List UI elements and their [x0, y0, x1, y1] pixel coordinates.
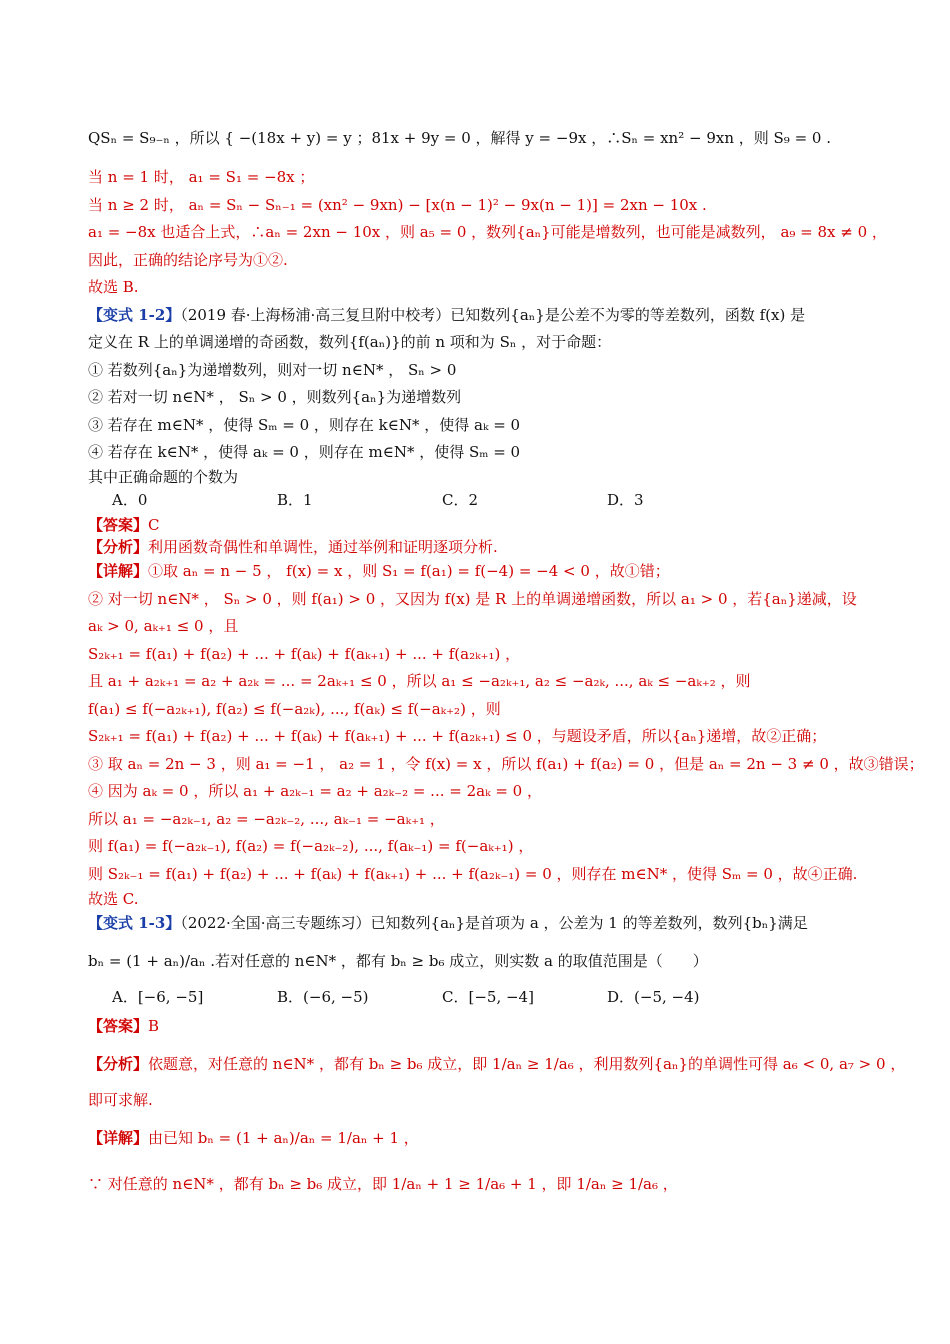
option-b: B．1: [277, 490, 313, 509]
question-label: 【变式 1-2】: [88, 305, 181, 324]
detail-line: [88, 558, 878, 586]
document-page: [88, 112, 924, 1207]
text-line: QSₙ = S₉₋ₙ ，所以 { −(18x + y) = y ；81x + 9y = 0 ，解得 y = −9x ，∴Sₙ = xn² − 9xn ，则 S₉ = 0 .: [88, 129, 832, 147]
text-line: 因此，正确的结论序号为①②.: [88, 250, 288, 269]
question-text: （2019 春·上海杨浦·高三复旦附中校考）已知数列{aₙ}是公差不为零的等差数列，函数 f(x) 是: [180, 305, 806, 324]
answer-value: B: [148, 1017, 160, 1035]
answer-line: [88, 514, 878, 536]
answer-options: [88, 487, 878, 515]
text-line: 故选 B.: [88, 278, 139, 296]
proposition-1: ① 若数列{aₙ}为递增数列，则对一切 n∈N* ， Sₙ > 0: [88, 360, 457, 379]
text-line: a₁ = −8x 也适合上式，∴aₙ = 2xn − 10x ，则 a₅ = 0 ，数列{aₙ}可能是增数列，也可能是减数列， a₉ = 8x ≠ 0 ，: [88, 223, 887, 241]
proposition-4: ④ 若存在 k∈N* ，使得 aₖ = 0 ，则存在 m∈N* ，使得 Sₘ = 0: [88, 443, 521, 461]
text-line: S₂ₖ₊₁ = f(a₁) + f(a₂) + ... + f(aₖ) + f(aₖ₊₁) + ... + f(a₂ₖ₊₁) ≤ 0 ，与题设矛盾，所以{aₙ}递增，故②正确；: [88, 727, 827, 745]
answer-label: 【答案】: [88, 1017, 149, 1035]
text-line: 且 a₁ + a₂ₖ₊₁ = a₂ + a₂ₖ = ... = 2aₖ₊₁ ≤ 0 ，所以 a₁ ≤ −a₂ₖ₊₁, a₂ ≤ −a₂ₖ, ..., aₖ ≤ −aₖ₊₂ ，则: [88, 672, 751, 690]
text-line: aₖ > 0, aₖ₊₁ ≤ 0 ，且: [88, 617, 239, 635]
proposition-2: ② 若对一切 n∈N* ， Sₙ > 0 ，则数列{aₙ}为递增数列: [88, 388, 462, 406]
option-d: D．(−5, −4): [607, 987, 700, 1006]
detail-text: 由已知 bₙ = (1 + aₙ)/aₙ = 1/aₙ + 1 ，: [148, 1128, 419, 1147]
text-line: 故选 C.: [88, 890, 139, 908]
text-line: 则 S₂ₖ₋₁ = f(a₁) + f(a₂) + ... + f(aₖ) + f(aₖ₊₁) + ... + f(a₂ₖ₋₁) = 0 ，则存在 m∈N* ，使得 Sₘ = 0 ，故④正确.: [88, 864, 858, 883]
detail-label: 【详解】: [88, 562, 149, 580]
analysis-label: 【分析】: [88, 538, 149, 556]
text-line: 所以 a₁ = −a₂ₖ₋₁, a₂ = −a₂ₖ₋₂, ..., aₖ₋₁ = −aₖ₊₁ ，: [88, 809, 445, 828]
detail-label: 【详解】: [88, 1128, 149, 1147]
text-line: 当 n ≥ 2 时， aₙ = Sₙ − Sₙ₋₁ = (xn² − 9xn) − [x(n − 1)² − 9x(n − 1)] = 2xn − 10x .: [88, 195, 707, 214]
text-line: f(a₁) ≤ f(−a₂ₖ₊₁), f(a₂) ≤ f(−a₂ₖ), ..., f(aₖ) ≤ f(−aₖ₊₂) ，则: [88, 699, 501, 718]
text-line: ② 对一切 n∈N* ， Sₙ > 0 ，则 f(a₁) > 0 ，又因为 f(x) 是 R 上的单调递增函数，所以 a₁ > 0 ，若{aₙ}递减，设: [88, 589, 857, 608]
option-c: C．[−5, −4]: [442, 987, 534, 1006]
detail-text: ①取 aₙ = n − 5 ， f(x) = x ，则 S₁ = f(a₁) = f(−4) = −4 < 0 ，故①错；: [148, 562, 670, 580]
analysis-text: 依题意，对任意的 n∈N* ，都有 bₙ ≥ b₆ 成立，即 1/aₙ ≥ 1/a₆ ，利用数列{aₙ}的单调性可得 a₆ < 0, a₇ > 0 ，: [148, 1055, 906, 1073]
analysis-line: [88, 1041, 906, 1087]
analysis-label: 【分析】: [88, 1055, 149, 1073]
option-a: A．[−6, −5]: [112, 987, 204, 1006]
text-line: 定义在 R 上的单调递增的奇函数，数列{f(aₙ)}的前 n 项和为 Sₙ ，对于命题：: [88, 333, 612, 351]
analysis-text: 利用函数奇偶性和单调性，通过举例和证明逐项分析.: [148, 538, 498, 556]
text-line: 其中正确命题的个数为: [88, 467, 239, 486]
answer-line: [88, 1011, 878, 1041]
question-header: [88, 302, 878, 330]
question-label: 【变式 1-3】: [88, 914, 181, 932]
text-line: 当 n = 1 时， a₁ = S₁ = −8x ；: [88, 168, 315, 186]
text-line: ∵ 对任意的 n∈N* ，都有 bₙ ≥ b₆ 成立，即 1/aₙ + 1 ≥ 1/a₆ + 1 ，即 1/aₙ ≥ 1/a₆ ，: [88, 1174, 678, 1193]
text-line: 即可求解.: [88, 1091, 153, 1109]
option-c: C．2: [442, 490, 479, 509]
text-line: ④ 因为 aₖ = 0 ，所以 a₁ + a₂ₖ₋₁ = a₂ + a₂ₖ₋₂ = ... = 2aₖ = 0 ，: [88, 782, 542, 800]
option-d: D．3: [607, 490, 644, 509]
question-text: （2022·全国·高三专题练习）已知数列{aₙ}是首项为 a ，公差为 1 的等差数列，数列{bₙ}满足: [180, 914, 808, 932]
proposition-3: ③ 若存在 m∈N* ，使得 Sₘ = 0 ，则存在 k∈N* ，使得 aₖ = 0: [88, 415, 521, 434]
answer-options: [88, 984, 878, 1012]
text-line: bₙ = (1 + aₙ)/aₙ .若对任意的 n∈N* ，都有 bₙ ≥ b₆ 成立，则实数 a 的取值范围是（ ）: [88, 951, 708, 970]
option-a: A．0: [112, 490, 148, 509]
detail-line: [88, 1115, 878, 1161]
option-b: B．(−6, −5): [277, 987, 369, 1006]
answer-value: C: [148, 516, 160, 534]
answer-label: 【答案】: [88, 516, 149, 534]
text-line: 则 f(a₁) = f(−a₂ₖ₋₁), f(a₂) = f(−a₂ₖ₋₂), ..., f(aₖ₋₁) = f(−aₖ₊₁) ，: [88, 837, 534, 855]
analysis-line: [88, 536, 878, 558]
question-header: [88, 910, 878, 938]
text-line: S₂ₖ₊₁ = f(a₁) + f(a₂) + ... + f(aₖ) + f(aₖ₊₁) + ... + f(a₂ₖ₊₁) ，: [88, 644, 521, 663]
text-line: ③ 取 aₙ = 2n − 3 ，则 a₁ = −1 ， a₂ = 1 ，令 f(x) = x ，所以 f(a₁) + f(a₂) = 0 ，但是 aₙ = 2n − 3 ≠ 0 ，故③错误；: [88, 754, 924, 773]
